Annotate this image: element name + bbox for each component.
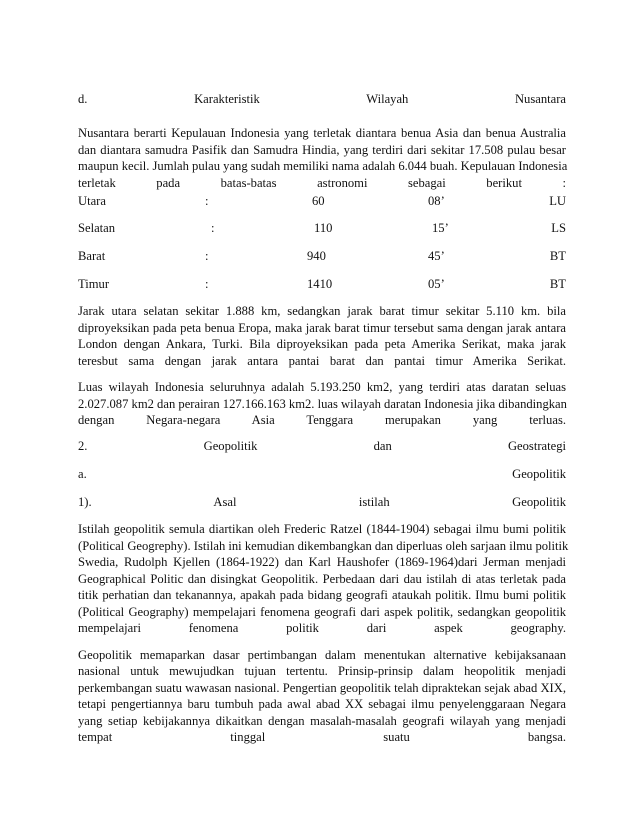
paragraph-line: mempelajari fenomena politik dari aspek geography.	[78, 621, 566, 635]
coordinate-degrees: 110	[314, 221, 333, 235]
paragraph-line: (Political Geogrephy). Istilah ini kemudian dikembangkan dan diperluas oleh sarjaan ilmu politik	[78, 539, 569, 553]
paragraph-line: perkembangan suatu wawasan nasional. Pengertian geopolitik telah dipraktekan sejak abad XIX,	[78, 681, 566, 695]
coordinate-separator: :	[211, 221, 215, 235]
paragraph-line: titik perhatian dan tekanannya, apakah pada bidang geografi ataukah politik. Ilmu bumi politik	[78, 588, 566, 602]
paragraph-line: 2.027.087 km2 dan perairan 127.166.163 km2. luas wilayah daratan Indonesia jika dibandingkan	[78, 397, 567, 411]
paragraph-line: dan diantara samudra Pasifik dan Samudra Hindia, yang terdiri dari sekitar 17.508 pulau besar	[78, 143, 566, 157]
coordinate-direction: Timur	[78, 277, 110, 291]
coordinate-minutes: 45’	[428, 249, 445, 263]
paragraph-line: teresbut sama dengan jarak antara pantai barat dan pantai timur Amerika Serikat.	[78, 354, 566, 368]
heading-number: d.	[78, 92, 88, 106]
section-heading-a: a. Geopolitik	[78, 467, 566, 481]
coordinate-row	[78, 220, 566, 237]
coordinate-separator: :	[205, 277, 209, 291]
paragraph-line: terletak pada batas-batas astronomi sebagai berikut :	[78, 176, 566, 190]
paragraph-line: Nusantara berarti Kepulauan Indonesia yang terletak diantara benua Asia dan benua Australia	[78, 126, 566, 140]
coordinate-code: LS	[551, 221, 566, 235]
heading-word: Wilayah	[366, 92, 409, 106]
coordinate-minutes: 05’	[428, 277, 445, 291]
paragraph-line: nasional untuk mewujudkan tujuan tertentu. Prinsip-prinsip dalam heopolitik menjadi	[78, 664, 566, 678]
section-heading-1: 1). Asal istilah Geopolitik	[78, 495, 566, 509]
paragraph-line: London dengan Ankara, Turki. Bila diproyeksikan pada peta Amerika Serikat, maka jarak	[78, 337, 566, 351]
coordinate-code: BT	[549, 277, 566, 291]
paragraph-line: maupun kecil. Jumlah pulau yang sudah memiliki nama adalah 6.044 buah. Kepulauan Indonesia	[78, 159, 568, 173]
coordinate-minutes: 08’	[428, 194, 445, 208]
paragraph-line: (Political Geography) mempelajari fenomena geografi dari aspek politik, sedangkan geopolitik	[78, 605, 566, 619]
paragraph-line: tempat tinggal suatu bangsa.	[78, 730, 566, 744]
coordinate-degrees: 60	[312, 194, 325, 208]
coordinate-direction: Utara	[78, 194, 106, 208]
coordinate-row	[78, 248, 566, 265]
paragraph-line: Geopolitik memaparkan dasar pertimbangan dalam menentukan alternative kebijaksanaan	[78, 648, 566, 662]
coordinate-direction: Selatan	[78, 221, 116, 235]
coordinate-minutes: 15’	[432, 221, 449, 235]
paragraph-line: Istilah geopolitik semula diartikan oleh Frederic Ratzel (1844-1904) sebagai ilmu bumi politik	[78, 522, 566, 536]
coordinate-degrees: 1410	[307, 277, 333, 291]
coordinate-code: LU	[549, 194, 566, 208]
section-heading-d	[78, 91, 566, 108]
coordinate-row	[78, 276, 566, 293]
paragraph-line: Geographical Politic dan disingkat Geopolitik. Perbedaan dari dau istilah di atas terletak pada	[78, 572, 566, 586]
paragraph-line: Swedia, Rudolph Kjellen (1864-1922) dan Karl Haushofer (1869-1964)dari Jerman menjadi	[78, 555, 566, 569]
paragraph-line: dengan Negara-negara Asia Tenggara merupakan yang terluas.	[78, 413, 566, 427]
paragraph-line: tetapi pengertiannya baru tumbuh pada awal abad XX sebagai ilmu penyelenggaraan Negara	[78, 697, 566, 711]
heading-word: Karakteristik	[194, 92, 260, 106]
coordinate-direction: Barat	[78, 249, 106, 263]
heading-word: Nusantara	[514, 92, 567, 106]
section-heading-2: 2. Geopolitik dan Geostrategi	[78, 439, 566, 453]
paragraph-line: yang setiap kebijakannya dikaitkan dengan masalah-masalah geografi wilayah yang menjadi	[78, 714, 566, 728]
coordinate-row	[78, 193, 566, 210]
paragraph-line: diproyeksikan pada peta benua Eropa, maka jarak barat timur tersebut sama dengan jarak antara	[78, 321, 566, 335]
coordinate-code: BT	[549, 249, 566, 263]
paragraph-line: Jarak utara selatan sekitar 1.888 km, sedangkan jarak barat timur sekitar 5.110 km. bila	[78, 304, 566, 318]
coordinate-separator: :	[205, 194, 209, 208]
paragraph-line: Luas wilayah Indonesia seluruhnya adalah 5.193.250 km2, yang terdiri atas daratan seluas	[78, 380, 566, 394]
coordinate-degrees: 940	[307, 249, 326, 263]
coordinate-separator: :	[205, 249, 209, 263]
